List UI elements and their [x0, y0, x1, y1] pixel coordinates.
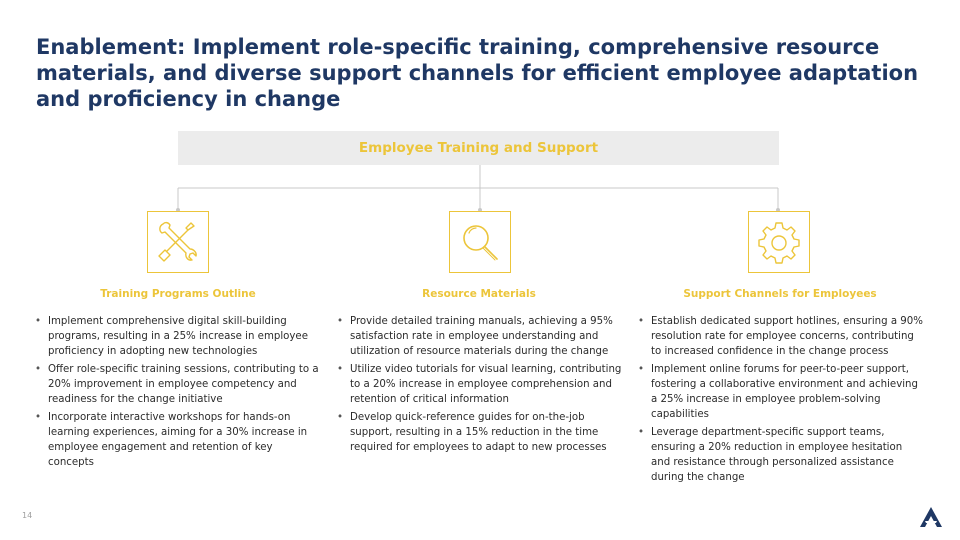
list-item: • Establish dedicated support hotlines, ensuring a 90% resolution rate for employee concerns, contributing to increased confidence in the change process — [637, 314, 923, 359]
column-heading-resources: Resource Materials — [422, 288, 536, 300]
list-item: • Offer role-specific training sessions, contributing to a 20% improvement in employee competency and readiness for the change initiative — [34, 362, 320, 407]
page-number: 14 — [22, 511, 33, 520]
bullet-list-training — [34, 314, 320, 473]
list-item: • Implement comprehensive digital skill-building programs, resulting in a 25% increase in employee proficiency in adopting new technologies — [34, 314, 320, 359]
section-banner: Employee Training and Support — [178, 131, 779, 165]
list-item: • Utilize video tutorials for visual learning, contributing to a 20% increase in employee comprehension and retention of critical information — [336, 362, 622, 407]
list-item: • Implement online forums for peer-to-peer support, fostering a collaborative environment and achieving a 25% increase in employee problem-solving capabilities — [637, 362, 923, 422]
column-heading-training: Training Programs Outline — [100, 288, 256, 300]
list-item: • Provide detailed training manuals, achieving a 95% satisfaction rate in employee understanding and utilization of resource materials during the change — [336, 314, 622, 359]
gear-icon — [756, 219, 802, 265]
list-item: • Develop quick-reference guides for on-the-job support, resulting in a 15% reduction in the time required for employees to adapt to new processes — [336, 410, 622, 455]
tools-icon — [155, 219, 201, 265]
slide-title: Enablement: Implement role-specific training, comprehensive resource materials, and diverse support channels for efficient employee adaptation and proficiency in change — [36, 35, 919, 111]
column-heading-support: Support Channels for Employees — [683, 288, 877, 300]
bullet-list-resources — [336, 314, 622, 458]
magnifier-icon — [457, 219, 503, 265]
gear-icon-box — [748, 211, 810, 273]
tools-icon-box — [147, 211, 209, 273]
list-item: • Leverage department-specific support teams, ensuring a 20% reduction in employee hesitation and resistance through personalized assistance during the change — [637, 425, 923, 485]
company-logo-icon — [919, 506, 943, 528]
list-item: • Incorporate interactive workshops for hands-on learning experiences, aiming for a 30% increase in employee engagement and retention of key concepts — [34, 410, 320, 470]
bullet-list-support — [637, 314, 923, 488]
magnifier-icon-box — [449, 211, 511, 273]
